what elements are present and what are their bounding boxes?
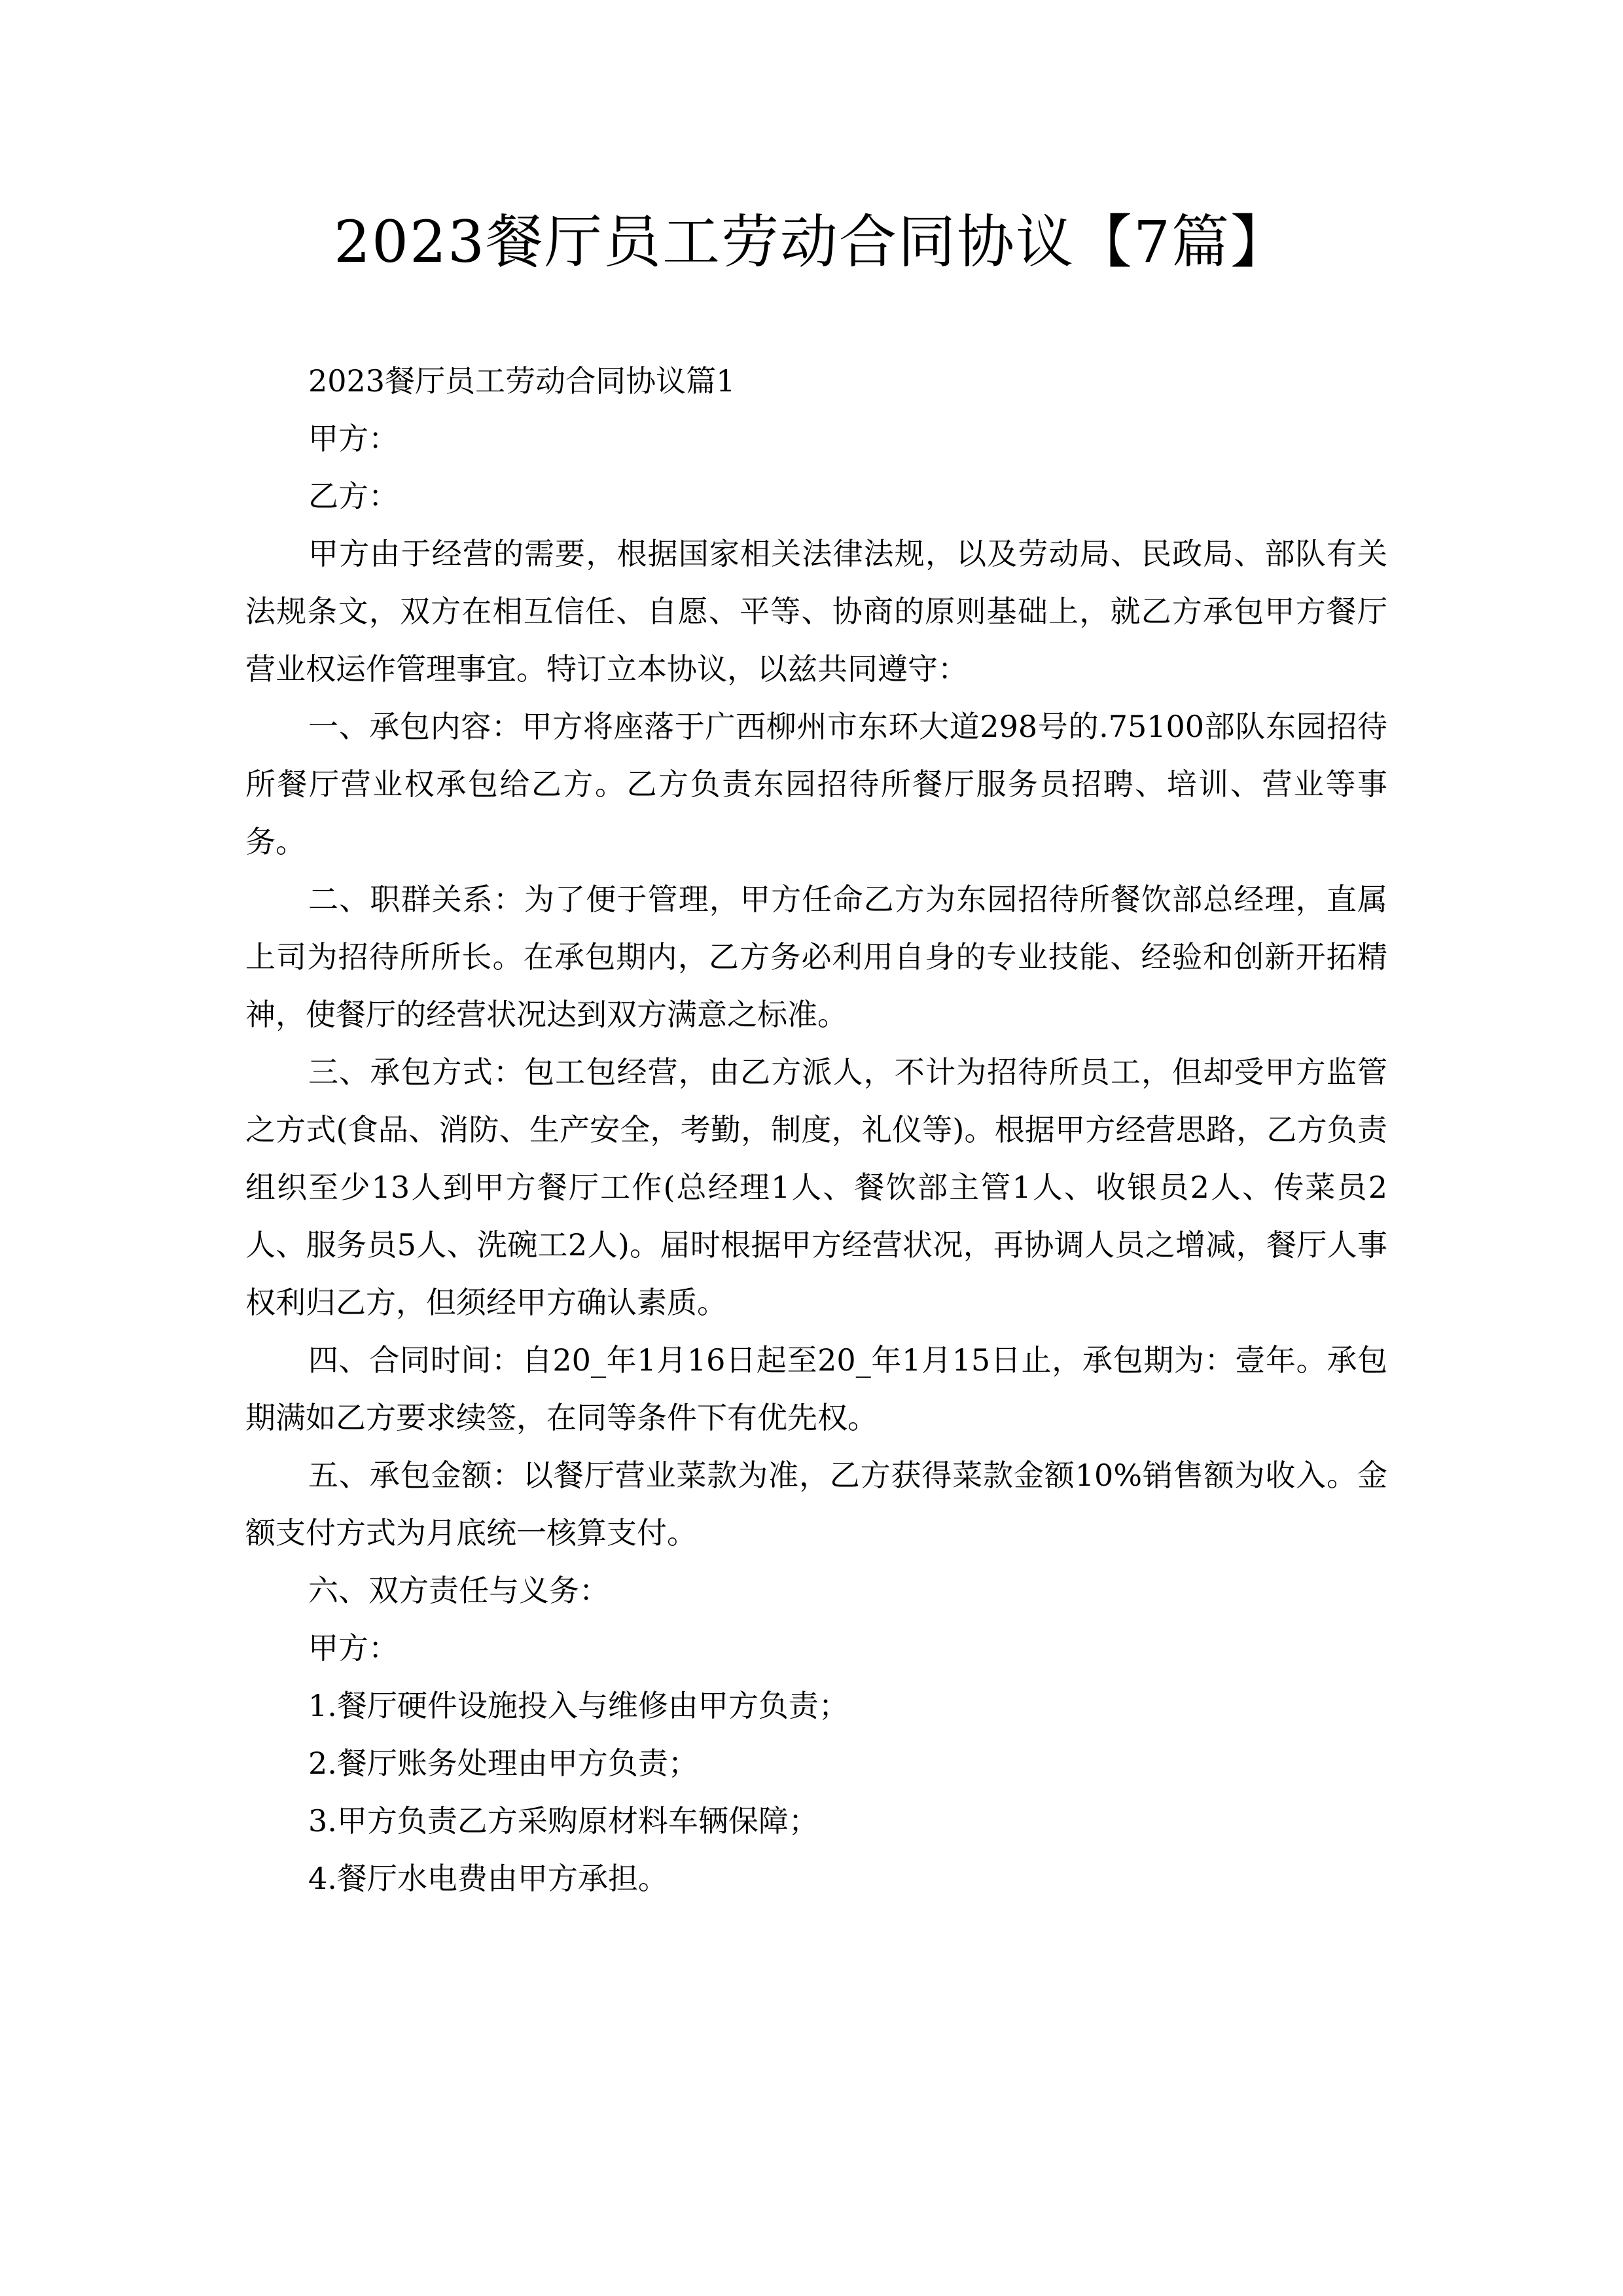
clause-2-job-relations: 二、职群关系：为了便于管理，甲方任命乙方为东园招待所餐饮部总经理，直属上司为招待所所长。在承包期内，乙方务必利用自身的专业技能、经验和创新开拓精神，使餐厅的经营状况达到双方满意之标准。 — [245, 882, 1387, 1032]
duty-item-2: 2.餐厅账务处理由甲方负责； — [308, 1746, 698, 1781]
party-a-label: 甲方： — [308, 421, 399, 456]
preamble-paragraph: 甲方由于经营的需要，根据国家相关法律法规，以及劳动局、民政局、部队有关法规条文，双方在相互信任、自愿、平等、协商的原则基础上，就乙方承包甲方餐厅营业权运作管理事宜。特订立本协议，以兹共同遵守： — [245, 536, 1387, 687]
party-a-duties-label: 甲方： — [308, 1630, 399, 1666]
clause-3-contract-method: 三、承包方式：包工包经营，由乙方派人，不计为招待所员工，但却受甲方监管之方式(食品、消防、生产安全，考勤，制度，礼仪等)。根据甲方经营思路，乙方负责组织至少13人到甲方餐厅工作(总经理1人、餐饮部主管1人、收银员2人、传菜员2人、服务员5人、洗碗工2人)。届时根据甲方经营状况，再协调人员之增减，餐厅人事权利归乙方，但须经甲方确认素质。 — [245, 1054, 1387, 1320]
duty-item-3: 3.甲方负责乙方采购原材料车辆保障； — [308, 1803, 819, 1839]
party-b-label: 乙方： — [308, 478, 399, 514]
section-heading: 2023餐厅员工劳动合同协议篇1 — [308, 363, 736, 399]
clause-5-contract-amount: 五、承包金额：以餐厅营业菜款为准，乙方获得菜款金额10%销售额为收入。金额支付方式为月底统一核算支付。 — [245, 1458, 1387, 1551]
clause-4-contract-period: 四、合同时间：自20_年1月16日起至20_年1月15日止，承包期为：壹年。承包期满如乙方要求续签，在同等条件下有优先权。 — [245, 1342, 1387, 1435]
duty-item-1: 1.餐厅硬件设施投入与维修由甲方负责； — [308, 1688, 849, 1723]
clause-6-responsibilities: 六、双方责任与义务： — [308, 1573, 609, 1608]
document-title: 2023餐厅员工劳动合同协议【7篇】 — [334, 208, 1289, 276]
duty-item-4: 4.餐厅水电费由甲方承担。 — [308, 1861, 668, 1896]
clause-1-contract-content: 一、承包内容：甲方将座落于广西柳州市东环大道298号的.75100部队东园招待所餐厅营业权承包给乙方。乙方负责东园招待所餐厅服务员招聘、培训、营业等事务。 — [245, 709, 1387, 859]
document-body — [245, 352, 1387, 1907]
